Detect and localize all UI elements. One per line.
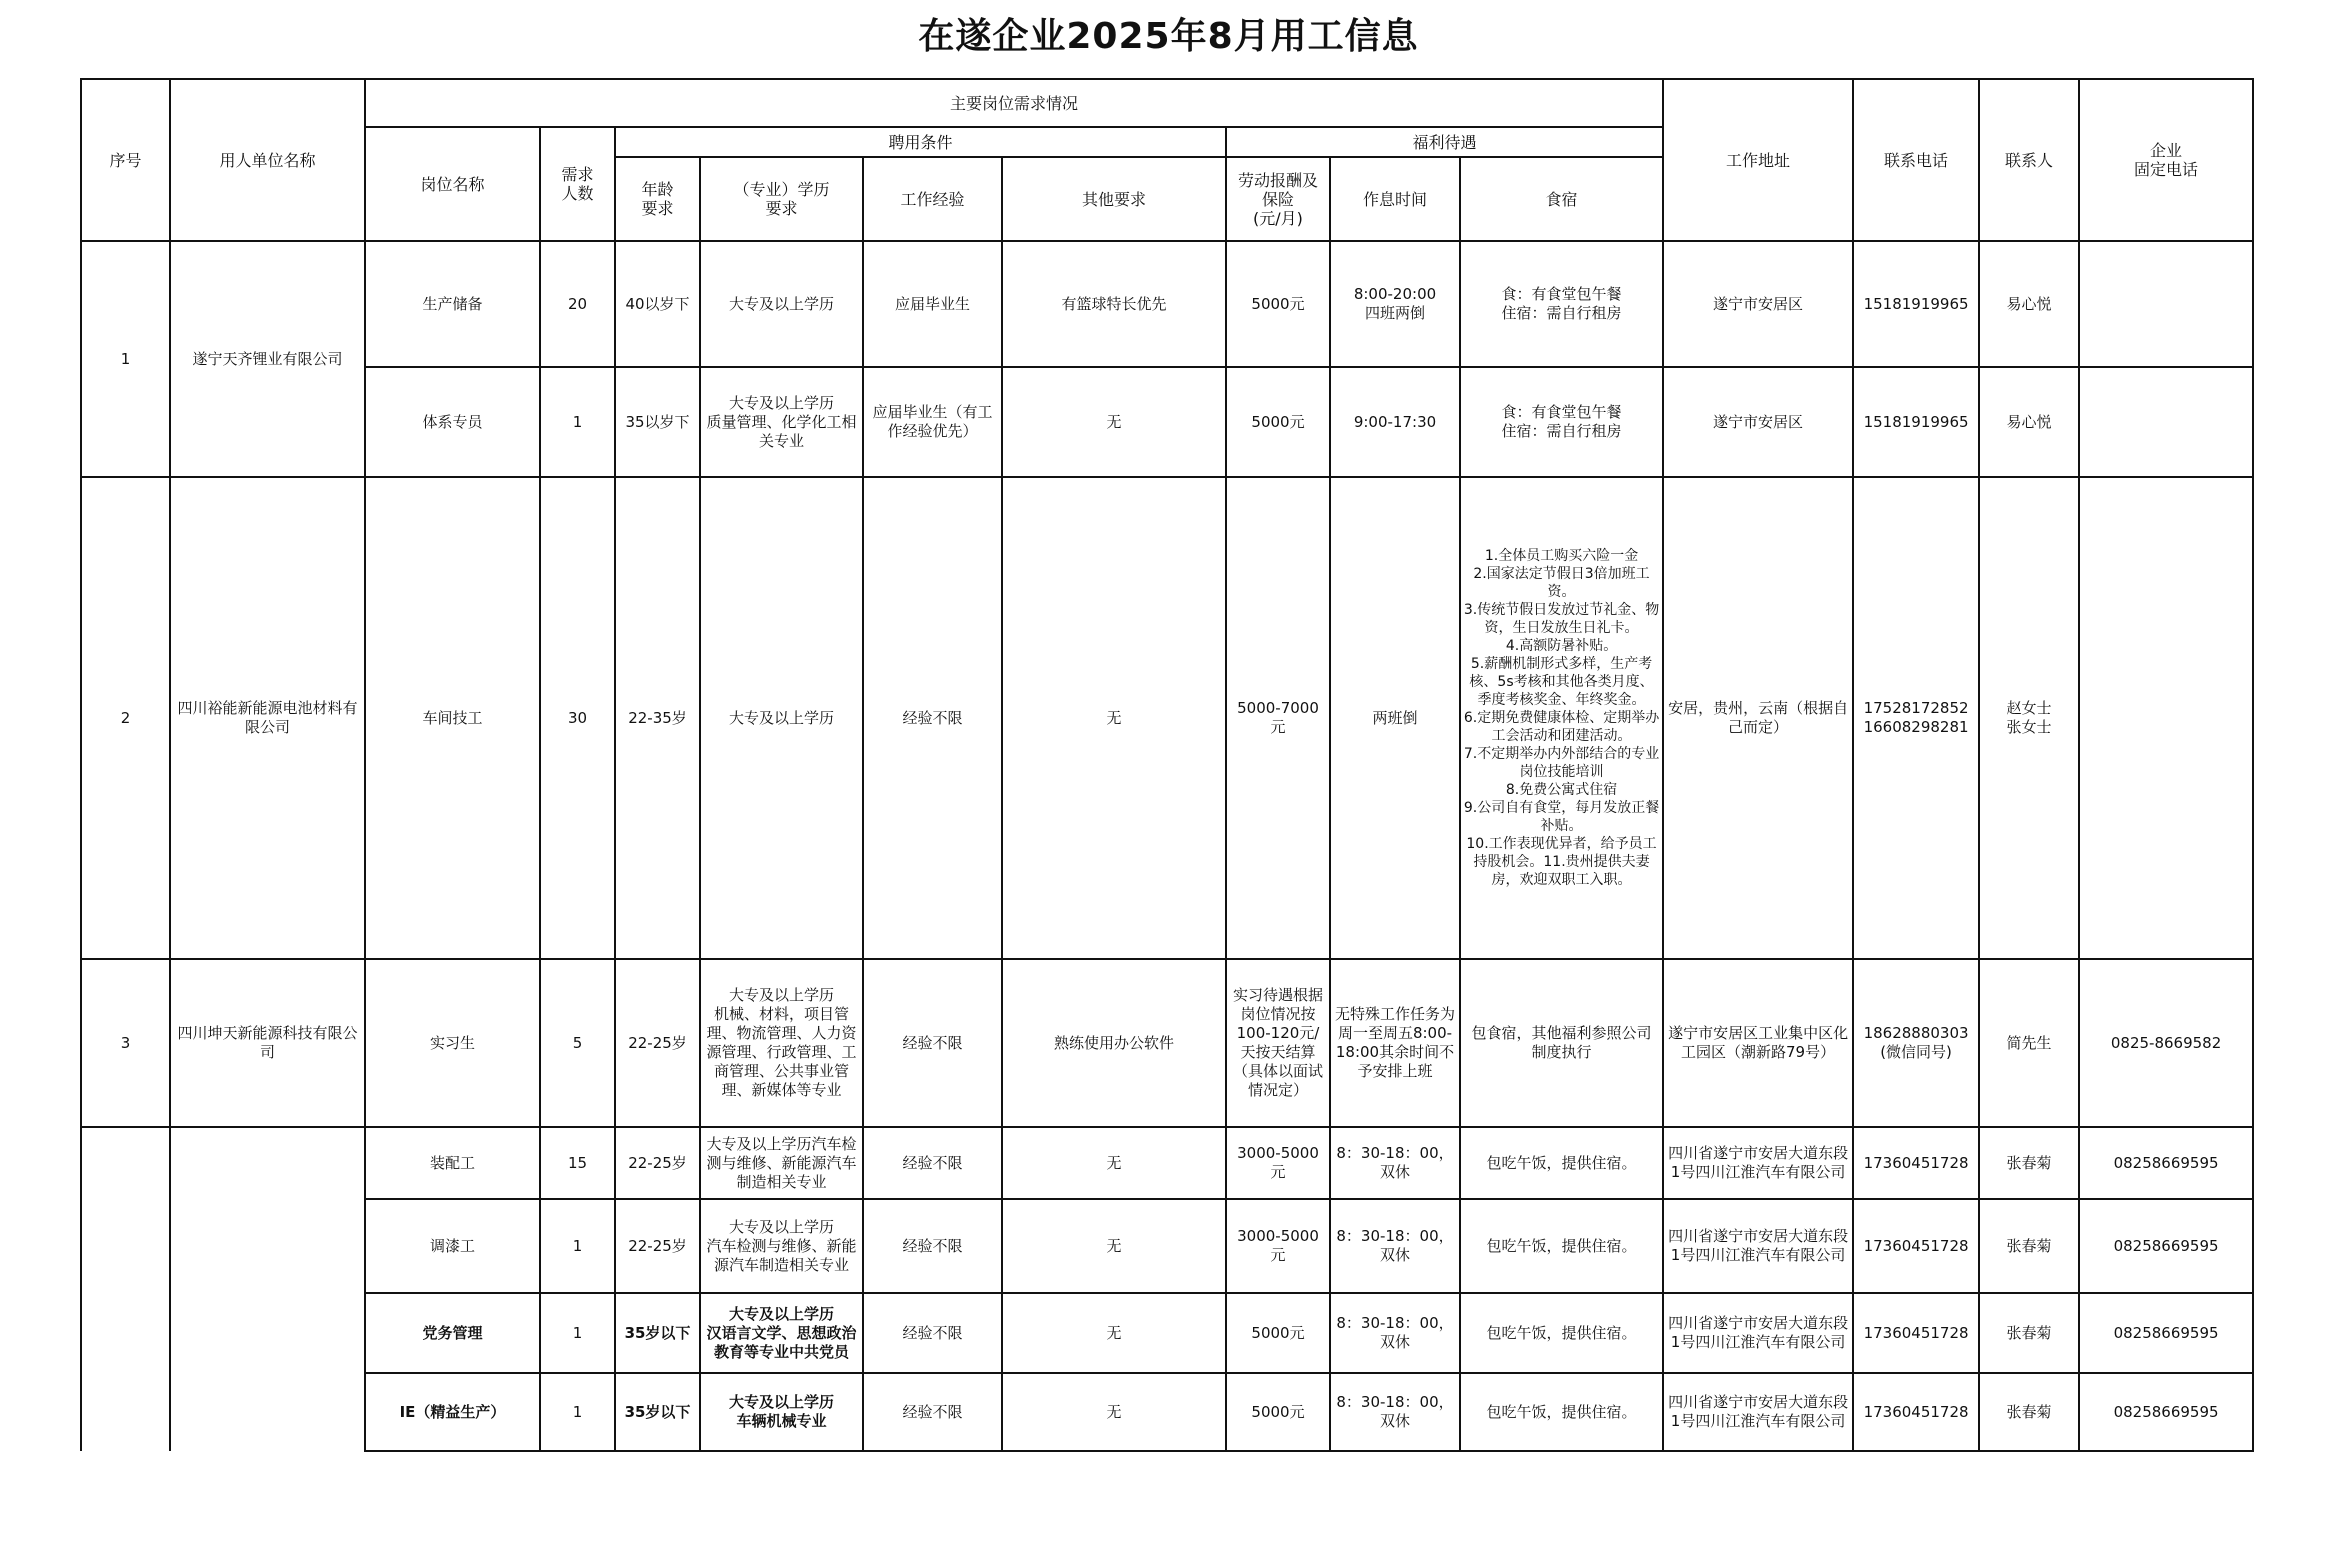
job-experience: 经验不限 (863, 1293, 1002, 1373)
job-other: 无 (1002, 1293, 1226, 1373)
job-salary: 5000元 (1226, 241, 1330, 367)
job-contact: 赵女士 张女士 (1979, 477, 2079, 959)
job-other: 无 (1002, 1127, 1226, 1199)
job-phone: 15181919965 (1853, 367, 1979, 477)
job-phone: 18628880303 (微信同号) (1853, 959, 1979, 1127)
company-index (81, 1127, 170, 1451)
job-phone: 15181919965 (1853, 241, 1979, 367)
job-contact: 易心悦 (1979, 241, 2079, 367)
job-count: 1 (540, 367, 615, 477)
job-experience: 应届毕业生 (863, 241, 1002, 367)
job-hours: 8：30-18：00， 双休 (1330, 1199, 1460, 1293)
job-fixed-phone: 08258669595 (2079, 1127, 2253, 1199)
job-contact: 张春菊 (1979, 1373, 2079, 1451)
job-age: 40以岁下 (615, 241, 700, 367)
header-hiring-group: 聘用条件 (615, 127, 1226, 157)
job-contact: 张春菊 (1979, 1199, 2079, 1293)
job-hours: 8:00-20:00 四班两倒 (1330, 241, 1460, 367)
company-name: 遂宁天齐锂业有限公司 (170, 241, 365, 477)
job-education: 大专及以上学历 汉语言文学、思想政治教育等专业中共党员 (700, 1293, 863, 1373)
job-fixed-phone: 08258669595 (2079, 1199, 2253, 1293)
job-position: 生产储备 (365, 241, 540, 367)
job-fixed-phone (2079, 367, 2253, 477)
job-age: 35岁以下 (615, 1373, 700, 1451)
job-position: 调漆工 (365, 1199, 540, 1293)
job-address: 遂宁市安居区工业集中区化工园区（潮新路79号） (1663, 959, 1853, 1127)
table-row (81, 367, 2253, 477)
header-index: 序号 (81, 79, 170, 241)
job-phone: 17360451728 (1853, 1293, 1979, 1373)
table-row (81, 241, 2253, 367)
job-age: 22-25岁 (615, 1127, 700, 1199)
job-count: 15 (540, 1127, 615, 1199)
header-fixed-phone: 企业 固定电话 (2079, 79, 2253, 241)
job-address: 遂宁市安居区 (1663, 367, 1853, 477)
job-contact: 张春菊 (1979, 1293, 2079, 1373)
job-position: 装配工 (365, 1127, 540, 1199)
job-education: 大专及以上学历 质量管理、化学化工相关专业 (700, 367, 863, 477)
job-education: 大专及以上学历汽车检测与维修、新能源汽车制造相关专业 (700, 1127, 863, 1199)
job-count: 5 (540, 959, 615, 1127)
header-position: 岗位名称 (365, 127, 540, 241)
header-experience: 工作经验 (863, 157, 1002, 241)
recruitment-table (80, 78, 2254, 1452)
job-experience: 经验不限 (863, 959, 1002, 1127)
job-other: 无 (1002, 477, 1226, 959)
job-salary: 5000元 (1226, 1373, 1330, 1451)
company-name: 四川裕能新能源电池材料有限公司 (170, 477, 365, 959)
job-address: 四川省遂宁市安居大道东段1号四川江淮汽车有限公司 (1663, 1199, 1853, 1293)
job-address: 四川省遂宁市安居大道东段1号四川江淮汽车有限公司 (1663, 1293, 1853, 1373)
job-contact: 易心悦 (1979, 367, 2079, 477)
header-education: （专业）学历 要求 (700, 157, 863, 241)
company-index: 2 (81, 477, 170, 959)
job-phone: 17528172852 16608298281 (1853, 477, 1979, 959)
job-count: 20 (540, 241, 615, 367)
table-row (81, 1127, 2253, 1199)
job-food-housing: 食：有食堂包午餐 住宿：需自行租房 (1460, 367, 1663, 477)
job-experience: 经验不限 (863, 1373, 1002, 1451)
header-other: 其他要求 (1002, 157, 1226, 241)
job-position: 体系专员 (365, 367, 540, 477)
job-other: 无 (1002, 367, 1226, 477)
job-salary: 5000元 (1226, 367, 1330, 477)
company-index: 3 (81, 959, 170, 1127)
job-other: 无 (1002, 1199, 1226, 1293)
header-phone: 联系电话 (1853, 79, 1979, 241)
job-food-housing: 包食宿，其他福利参照公司制度执行 (1460, 959, 1663, 1127)
job-hours: 8：30-18：00， 双休 (1330, 1293, 1460, 1373)
job-education: 大专及以上学历 (700, 241, 863, 367)
job-age: 22-25岁 (615, 959, 700, 1127)
job-education: 大专及以上学历 机械、材料，项目管理、物流管理、人力资源管理、行政管理、工商管理、公共事业管理、新媒体等专业 (700, 959, 863, 1127)
job-experience: 经验不限 (863, 477, 1002, 959)
job-education: 大专及以上学历 汽车检测与维修、新能源汽车制造相关专业 (700, 1199, 863, 1293)
company-name: 四川坤天新能源科技有限公司 (170, 959, 365, 1127)
job-hours: 无特殊工作任务为周一至周五8:00-18:00其余时间不予安排上班 (1330, 959, 1460, 1127)
job-other: 有篮球特长优先 (1002, 241, 1226, 367)
header-food-housing: 食宿 (1460, 157, 1663, 241)
job-other: 熟练使用办公软件 (1002, 959, 1226, 1127)
job-salary: 3000-5000元 (1226, 1127, 1330, 1199)
job-experience: 经验不限 (863, 1127, 1002, 1199)
job-phone: 17360451728 (1853, 1127, 1979, 1199)
job-education: 大专及以上学历 车辆机械专业 (700, 1373, 863, 1451)
header-company: 用人单位名称 (170, 79, 365, 241)
header-contact: 联系人 (1979, 79, 2079, 241)
company-index: 1 (81, 241, 170, 477)
job-experience: 应届毕业生（有工作经验优先） (863, 367, 1002, 477)
job-address: 四川省遂宁市安居大道东段1号四川江淮汽车有限公司 (1663, 1373, 1853, 1451)
job-food-housing: 1.全体员工购买六险一金 2.国家法定节假日3倍加班工资。 3.传统节假日发放过节礼金、物资，生日发放生日礼卡。 4.高额防暑补贴。 5.薪酬机制形式多样，生产考核、5s考核和其他各类月度、季度考核奖金、年终奖金。 6.定期免费健康体检、定期举办工会活动和团建活动。 7.不定期举办内外部结合的专业岗位技能培训 8.免费公寓式住宿 9.公司自有食堂，每月发放正餐补贴。 10.工作表现优异者，给予员工持股机会。11.贵州提供夫妻房，欢迎双职工入职。 (1460, 477, 1663, 959)
job-salary: 实习待遇根据岗位情况按100-120元/天按天结算（具体以面试情况定） (1226, 959, 1330, 1127)
job-food-housing: 包吃午饭，提供住宿。 (1460, 1373, 1663, 1451)
page-title: 在遂企业2025年8月用工信息 (918, 16, 1419, 57)
job-fixed-phone: 0825-8669582 (2079, 959, 2253, 1127)
job-age: 22-25岁 (615, 1199, 700, 1293)
table-row (81, 477, 2253, 959)
job-fixed-phone: 08258669595 (2079, 1293, 2253, 1373)
job-food-housing: 包吃午饭，提供住宿。 (1460, 1199, 1663, 1293)
job-address: 遂宁市安居区 (1663, 241, 1853, 367)
job-phone: 17360451728 (1853, 1373, 1979, 1451)
job-hours: 9:00-17:30 (1330, 367, 1460, 477)
header-count: 需求 人数 (540, 127, 615, 241)
job-age: 22-35岁 (615, 477, 700, 959)
job-age: 35岁以下 (615, 1293, 700, 1373)
job-count: 30 (540, 477, 615, 959)
header-main-group: 主要岗位需求情况 (365, 79, 1663, 127)
job-experience: 经验不限 (863, 1199, 1002, 1293)
table-row (81, 1373, 2253, 1451)
job-other: 无 (1002, 1373, 1226, 1451)
job-hours: 8：30-18：00， 双休 (1330, 1127, 1460, 1199)
header-salary: 劳动报酬及 保险 (元/月) (1226, 157, 1330, 241)
job-fixed-phone (2079, 241, 2253, 367)
job-contact: 简先生 (1979, 959, 2079, 1127)
job-count: 1 (540, 1373, 615, 1451)
job-salary: 5000元 (1226, 1293, 1330, 1373)
header-welfare-group: 福利待遇 (1226, 127, 1663, 157)
job-salary: 3000-5000元 (1226, 1199, 1330, 1293)
job-position: 实习生 (365, 959, 540, 1127)
job-age: 35以岁下 (615, 367, 700, 477)
job-count: 1 (540, 1199, 615, 1293)
header-hours: 作息时间 (1330, 157, 1460, 241)
job-education: 大专及以上学历 (700, 477, 863, 959)
job-contact: 张春菊 (1979, 1127, 2079, 1199)
job-food-housing: 食：有食堂包午餐 住宿：需自行租房 (1460, 241, 1663, 367)
job-address: 安居，贵州，云南（根据自己而定） (1663, 477, 1853, 959)
job-hours: 两班倒 (1330, 477, 1460, 959)
job-hours: 8：30-18：00， 双休 (1330, 1373, 1460, 1451)
header-age: 年龄 要求 (615, 157, 700, 241)
company-name (170, 1127, 365, 1451)
job-phone: 17360451728 (1853, 1199, 1979, 1293)
table-row (81, 959, 2253, 1127)
header-address: 工作地址 (1663, 79, 1853, 241)
job-address: 四川省遂宁市安居大道东段1号四川江淮汽车有限公司 (1663, 1127, 1853, 1199)
job-food-housing: 包吃午饭，提供住宿。 (1460, 1293, 1663, 1373)
job-food-housing: 包吃午饭，提供住宿。 (1460, 1127, 1663, 1199)
job-position: 车间技工 (365, 477, 540, 959)
job-fixed-phone (2079, 477, 2253, 959)
job-count: 1 (540, 1293, 615, 1373)
table-row (81, 1293, 2253, 1373)
table-row (81, 1199, 2253, 1293)
job-fixed-phone: 08258669595 (2079, 1373, 2253, 1451)
job-position: IE（精益生产） (365, 1373, 540, 1451)
job-salary: 5000-7000元 (1226, 477, 1330, 959)
job-position: 党务管理 (365, 1293, 540, 1373)
